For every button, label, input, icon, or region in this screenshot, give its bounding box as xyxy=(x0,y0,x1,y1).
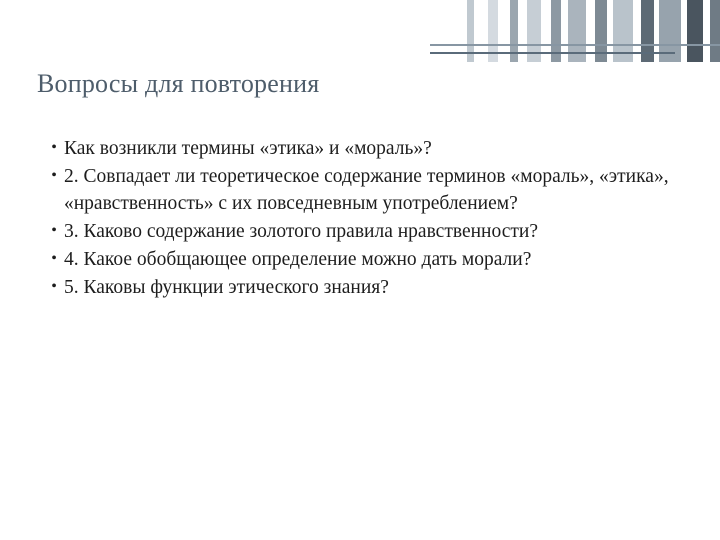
list-item xyxy=(44,219,674,246)
accent-rule-long xyxy=(430,44,720,46)
stripe xyxy=(710,0,720,62)
list-item xyxy=(44,136,674,163)
list-item-text: 3. Каково содержание золотого правила нравственности? xyxy=(64,220,538,242)
bullet-dot-icon: • xyxy=(51,221,57,239)
stripe xyxy=(687,0,703,62)
stripe xyxy=(681,0,687,62)
stripe xyxy=(703,0,710,62)
list-item-text: 2. Совпадает ли теоретическое содержание терминов «мораль», «этика», «нравственность» с их повседневным употреблением? xyxy=(64,165,669,214)
list-item-text: 5. Каковы функции этического знания? xyxy=(64,276,389,298)
bullet-dot-icon: • xyxy=(51,139,57,156)
bullet-list xyxy=(44,136,674,302)
bullet-dot-icon: • xyxy=(51,166,57,184)
page-title: Вопросы для повторения xyxy=(37,69,320,98)
list-item-text: Как возникли термины «этика» и «мораль»? xyxy=(64,138,432,159)
bullet-dot-icon: • xyxy=(51,249,57,267)
bullet-dot-icon: • xyxy=(51,277,57,295)
accent-rule-short xyxy=(430,52,675,54)
list-item xyxy=(44,275,674,302)
list-item xyxy=(44,164,674,218)
list-item-text: 4. Какое обобщающее определение можно дать морали? xyxy=(64,248,532,270)
list-item xyxy=(44,247,674,274)
